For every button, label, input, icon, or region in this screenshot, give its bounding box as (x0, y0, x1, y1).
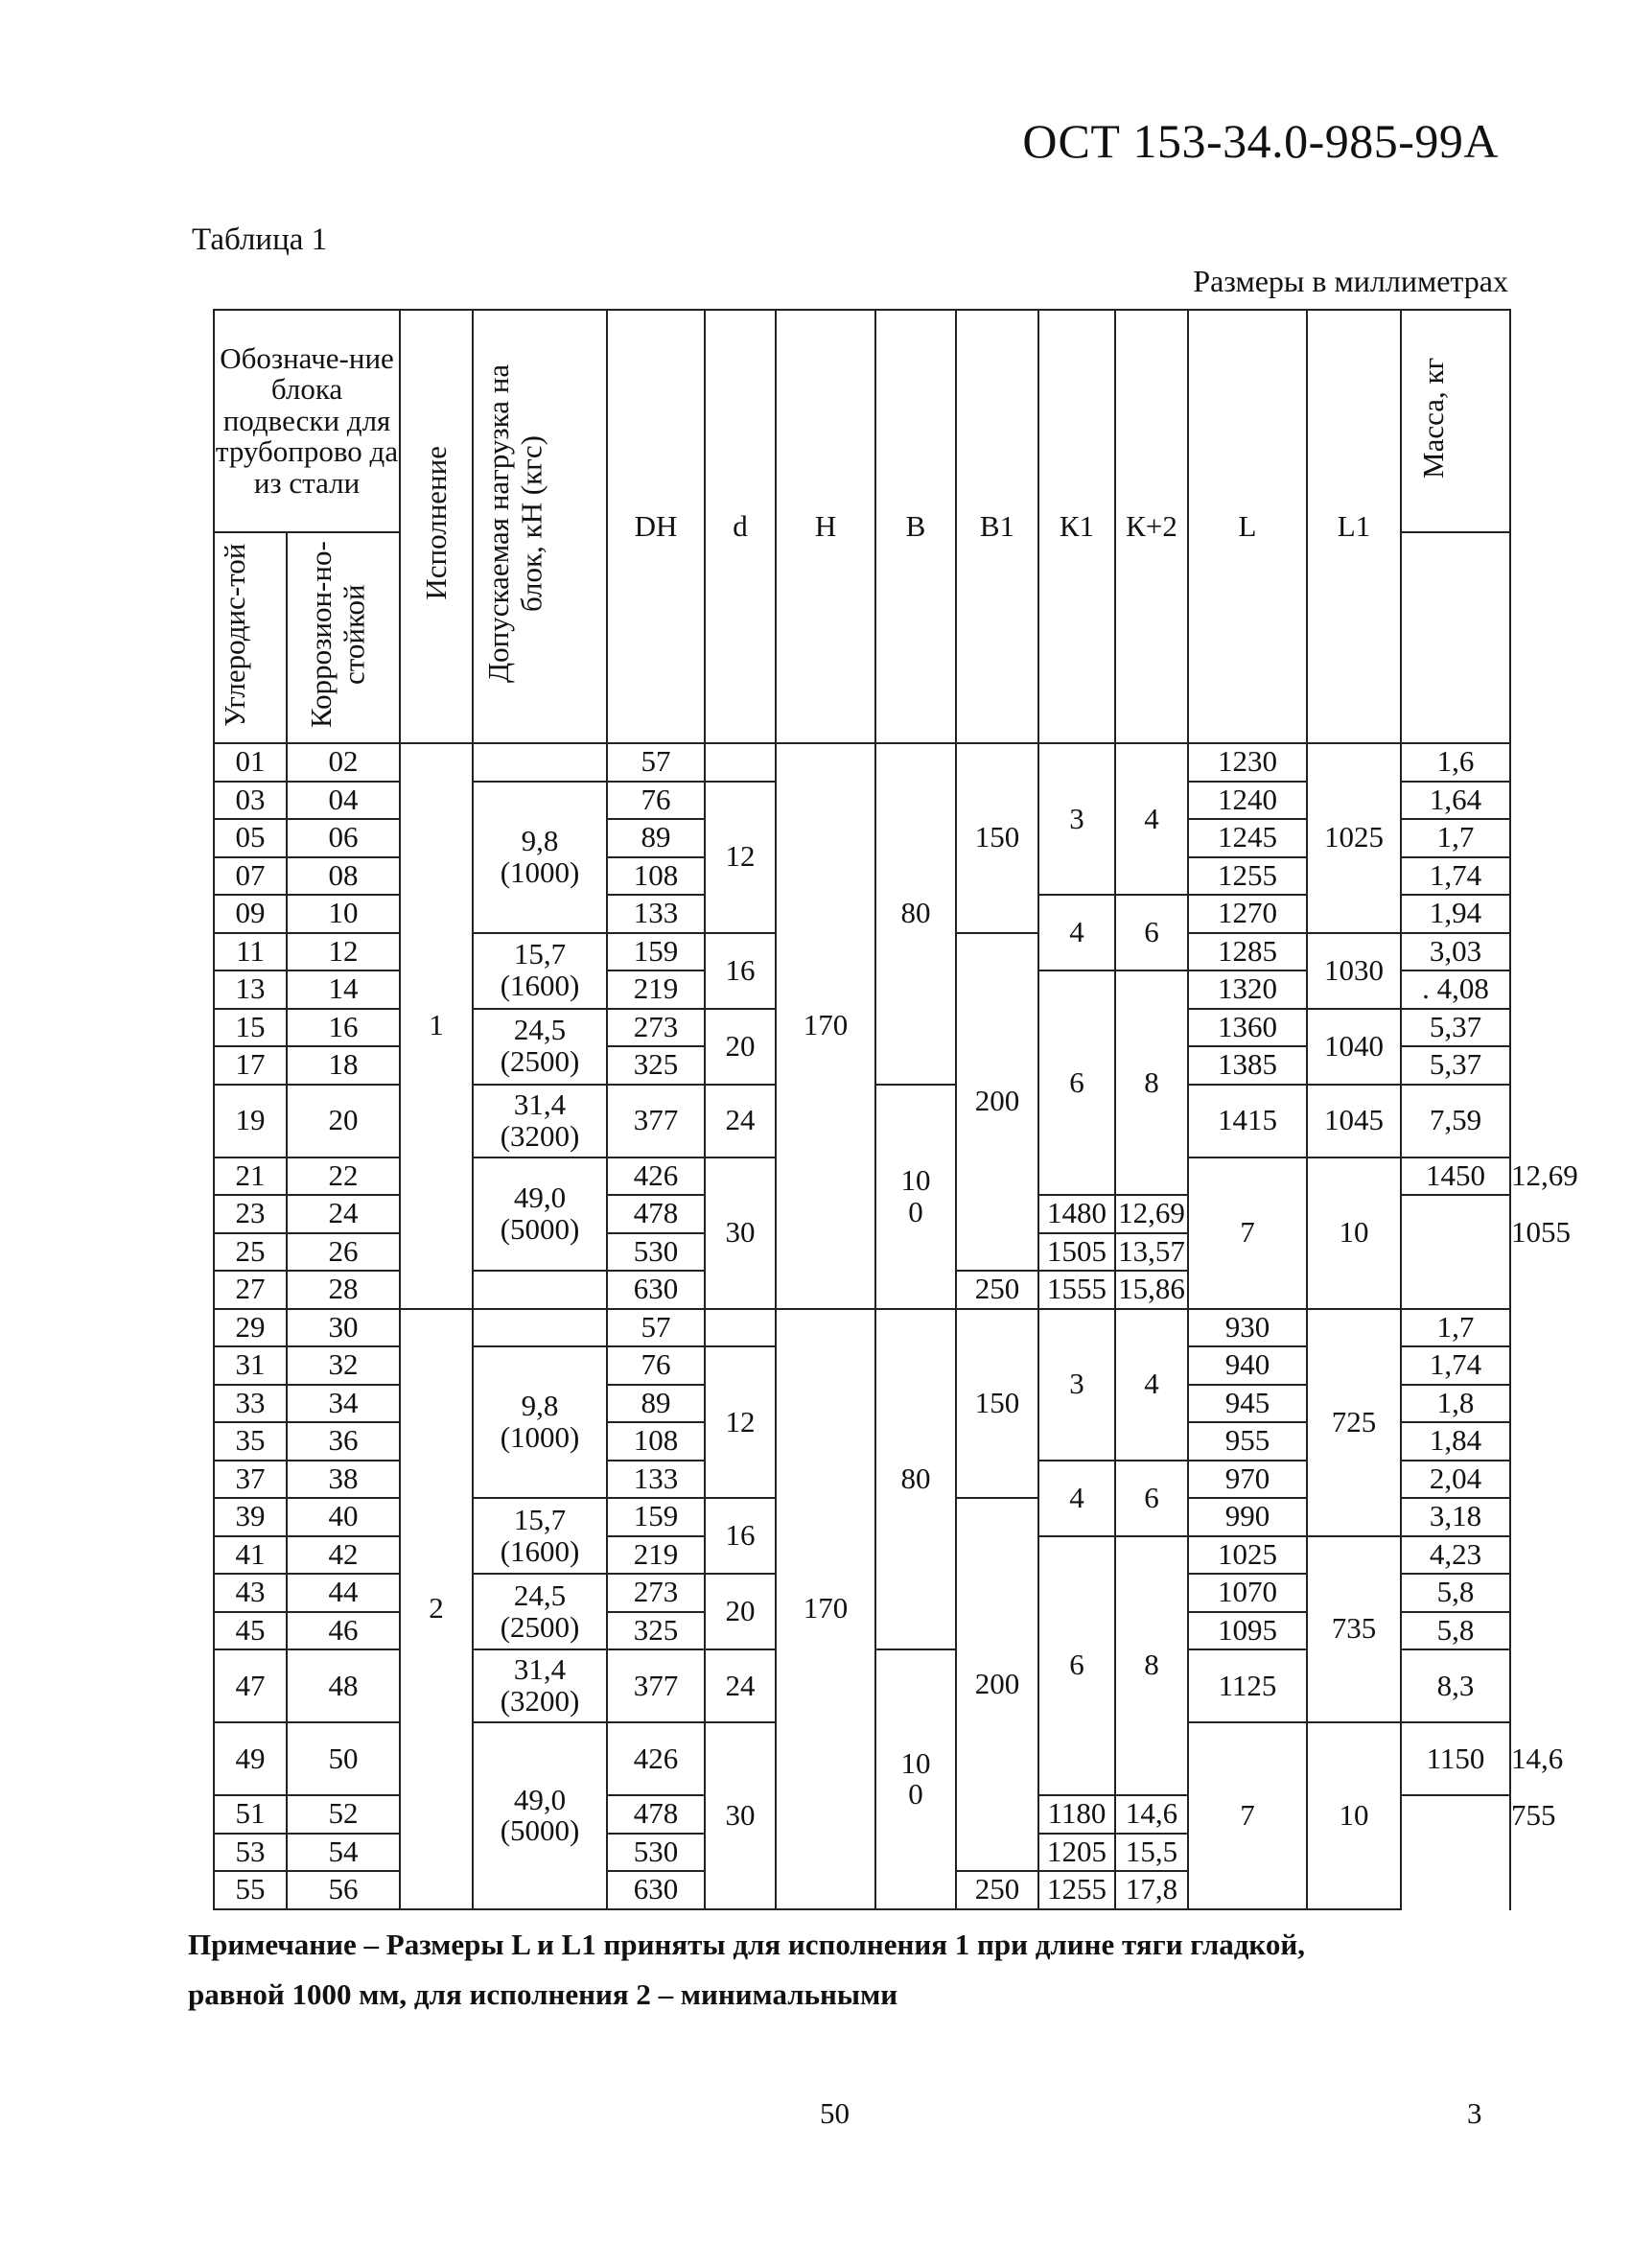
spec-table (213, 309, 1578, 1910)
table-cell: 26 (287, 1233, 400, 1272)
table-cell: 37 (214, 1461, 287, 1499)
table-cell: 273 (607, 1009, 705, 1047)
table-cell: 1,7 (1401, 819, 1510, 857)
cell-load-245: 24,5 (2500) (473, 1009, 607, 1085)
cell-d-24: 24 (705, 1085, 776, 1157)
cell-load-490: 49,0 (5000) (473, 1157, 607, 1272)
table-cell: 1180 (1038, 1795, 1115, 1834)
cell-k1-4: 4 (1038, 895, 1115, 970)
cell-load-empty (473, 743, 607, 782)
table-cell: 478 (607, 1195, 705, 1233)
table-cell: 1,64 (1401, 782, 1510, 820)
cell-d-16: 16 (705, 1498, 776, 1574)
header-designation: Обозначе-ние блока подвески для трубопрово да из стали (214, 310, 400, 532)
cell-b-80: 80 (875, 1309, 956, 1650)
cell-h-170: 170 (776, 743, 875, 1309)
table-cell: 36 (287, 1422, 400, 1461)
table-cell: 159 (607, 1498, 705, 1536)
table-cell: 1415 (1188, 1085, 1307, 1157)
table-cell: 89 (607, 819, 705, 857)
cell-load-98: 9,8 (1000) (473, 782, 607, 933)
page-number-center: 50 (820, 2096, 850, 2130)
table-cell: 40 (287, 1498, 400, 1536)
cell-b-100: 10 0 (875, 1085, 956, 1309)
table-cell: 10 (287, 895, 400, 933)
table-cell: 1025 (1188, 1536, 1307, 1575)
table-cell: 1095 (1188, 1612, 1307, 1650)
header-load: Допускаемая нагрузка на блок, кН (кгс) (473, 310, 607, 743)
table-cell: 57 (607, 1309, 705, 1347)
cell-k-8: 8 (1115, 970, 1188, 1195)
table-cell: 47 (214, 1649, 287, 1722)
table-cell: 15,5 (1115, 1834, 1188, 1872)
cell-load-314: 31,4 (3200) (473, 1649, 607, 1722)
table-cell: 1505 (1038, 1233, 1115, 1272)
cell-l1-735: 735 (1307, 1536, 1401, 1723)
table-cell: 17,8 (1115, 1871, 1188, 1909)
table-cell: 325 (607, 1612, 705, 1650)
table-cell: 5,37 (1401, 1009, 1510, 1047)
table-cell: 1125 (1188, 1649, 1307, 1722)
table-cell: 219 (607, 1536, 705, 1575)
table-cell: 1205 (1038, 1834, 1115, 1872)
cell-load-98: 9,8 (1000) (473, 1346, 607, 1498)
header-dn: DН (607, 310, 705, 743)
table-cell: 7,59 (1401, 1085, 1510, 1157)
table-cell: 56 (287, 1871, 400, 1909)
table-cell: 159 (607, 933, 705, 971)
table-cell: 108 (607, 857, 705, 896)
table-cell: 377 (607, 1085, 705, 1157)
table-cell: 46 (287, 1612, 400, 1650)
table-cell: 13,57 (1115, 1233, 1188, 1272)
table-cell: 76 (607, 1346, 705, 1385)
table-row: 49 50 49,0 (5000) 426 30 7 10 1150 755 14,6 (214, 1722, 1510, 1795)
cell-load-490: 49,0 (5000) (473, 1722, 607, 1909)
header-version: Исполнение (400, 310, 473, 743)
cell-l1-1025: 1025 (1307, 743, 1401, 933)
table-cell: 07 (214, 857, 287, 896)
table-cell: 55 (214, 1871, 287, 1909)
table-cell: 48 (287, 1649, 400, 1722)
cell-load-245: 24,5 (2500) (473, 1574, 607, 1649)
header-k: К+2 (1115, 310, 1188, 743)
header-mass: Масса, кг (1401, 310, 1510, 532)
cell-b1-200: 200 (956, 933, 1038, 1272)
table-cell: 5,8 (1401, 1574, 1510, 1612)
cell-l1-725: 725 (1307, 1309, 1401, 1536)
table-cell: 39 (214, 1498, 287, 1536)
table-cell: 630 (607, 1871, 705, 1909)
table-cell: 1320 (1188, 970, 1307, 1009)
table-cell: 27 (214, 1271, 287, 1309)
table-cell: 14 (287, 970, 400, 1009)
document-code: ОСТ 153-34.0-985-99А (1022, 114, 1499, 168)
table-cell: 42 (287, 1536, 400, 1575)
table-cell: 32 (287, 1346, 400, 1385)
cell-d-empty (705, 1309, 776, 1347)
header-l: L (1188, 310, 1307, 743)
table-cell: 133 (607, 895, 705, 933)
table-cell: 955 (1188, 1422, 1307, 1461)
table-cell: 24 (287, 1195, 400, 1233)
table-cell: 22 (287, 1157, 400, 1196)
table-cell: 1480 (1038, 1195, 1115, 1233)
note-line-1: Примечание – Размеры L и L1 приняты для исполнения 1 при длине тяги гладкой, (188, 1928, 1305, 1961)
cell-b1-250: 250 (956, 1271, 1038, 1309)
cell-carbon: 01 (214, 743, 287, 782)
units-note: Размеры в миллиметрах (1193, 264, 1508, 298)
table-cell: 08 (287, 857, 400, 896)
table-cell: 1360 (1188, 1009, 1307, 1047)
table-note (188, 1920, 1463, 2020)
table-cell: 31 (214, 1346, 287, 1385)
table-cell: 03 (214, 782, 287, 820)
table-cell: 06 (287, 819, 400, 857)
table-cell: 1,74 (1401, 857, 1510, 896)
cell-k1-6: 6 (1038, 1536, 1115, 1796)
cell-d-30: 30 (705, 1722, 776, 1909)
table-cell: 20 (287, 1085, 400, 1157)
table-cell: 3,18 (1401, 1498, 1510, 1536)
note-line-2: равной 1000 мм, для исполнения 2 – минимальными (188, 1977, 898, 2011)
table-cell: 1,7 (1401, 1309, 1510, 1347)
table-cell: 970 (1188, 1461, 1307, 1499)
table-cell: 325 (607, 1046, 705, 1085)
table-cell: 89 (607, 1385, 705, 1423)
table-cell: 2,04 (1401, 1461, 1510, 1499)
table-cell: 12 (287, 933, 400, 971)
table-cell: 76 (607, 782, 705, 820)
table-cell: 426 (607, 1157, 705, 1196)
table-cell: 1240 (1188, 782, 1307, 820)
table-cell: 1150 (1401, 1722, 1510, 1795)
table-cell: 17 (214, 1046, 287, 1085)
table-cell: 38 (287, 1461, 400, 1499)
cell-d-16: 16 (705, 933, 776, 1009)
table-cell: 53 (214, 1834, 287, 1872)
table-cell: 930 (1188, 1309, 1307, 1347)
table-cell: 1450 (1401, 1157, 1510, 1196)
table-cell: 45 (214, 1612, 287, 1650)
cell-version-1: 1 (400, 743, 473, 1309)
table-cell: 43 (214, 1574, 287, 1612)
cell-k1-4: 4 (1038, 1461, 1115, 1536)
header-l1: L1 (1307, 310, 1401, 743)
table-cell: 04 (287, 782, 400, 820)
table-cell: . 4,08 (1401, 970, 1510, 1009)
cell-k-6: 6 (1115, 895, 1188, 970)
table-cell: 30 (287, 1309, 400, 1347)
table-cell: 5,8 (1401, 1612, 1510, 1650)
table-cell: 1255 (1038, 1871, 1115, 1909)
cell-k-10: 10 (1307, 1157, 1401, 1309)
cell-k-10: 10 (1307, 1722, 1401, 1909)
cell-h-170: 170 (776, 1309, 875, 1909)
cell-d-30: 30 (705, 1157, 776, 1309)
table-cell: 21 (214, 1157, 287, 1196)
table-cell: 29 (214, 1309, 287, 1347)
table-cell: 1255 (1188, 857, 1307, 896)
cell-d-24: 24 (705, 1649, 776, 1722)
cell-load-empty (473, 1309, 607, 1347)
cell-version-2: 2 (400, 1309, 473, 1909)
table-cell: 25 (214, 1233, 287, 1272)
table-cell: 49 (214, 1722, 287, 1795)
cell-l1-1045: 1045 (1307, 1085, 1401, 1157)
table-cell: 478 (607, 1795, 705, 1834)
table-cell: 18 (287, 1046, 400, 1085)
table-cell: 630 (607, 1271, 705, 1309)
table-cell: 1,8 (1401, 1385, 1510, 1423)
cell-k1-6: 6 (1038, 970, 1115, 1195)
table-cell: 990 (1188, 1498, 1307, 1536)
table-cell: 1555 (1038, 1271, 1115, 1309)
table-cell: 219 (607, 970, 705, 1009)
table-cell: 15,86 (1115, 1271, 1188, 1309)
table-cell: 1270 (1188, 895, 1307, 933)
cell-dn: 57 (607, 743, 705, 782)
table-cell: 28 (287, 1271, 400, 1309)
table-cell: 15 (214, 1009, 287, 1047)
header-k1: К1 (1038, 310, 1115, 743)
cell-k1-3: 3 (1038, 743, 1115, 895)
cell-b-80: 80 (875, 743, 956, 1085)
table-cell: 51 (214, 1795, 287, 1834)
table-cell: 530 (607, 1834, 705, 1872)
table-cell: 50 (287, 1722, 400, 1795)
cell-load-157: 15,7 (1600) (473, 933, 607, 1009)
header-b1: В1 (956, 310, 1038, 743)
table-cell: 19 (214, 1085, 287, 1157)
table-cell: 23 (214, 1195, 287, 1233)
table-cell: 33 (214, 1385, 287, 1423)
cell-b1-150: 150 (956, 1309, 1038, 1499)
table-cell: 09 (214, 895, 287, 933)
header-h: Н (776, 310, 875, 743)
table-cell: 1285 (1188, 933, 1307, 971)
table-cell: 16 (287, 1009, 400, 1047)
cell-mass: 1,6 (1401, 743, 1510, 782)
cell-load-empty (473, 1271, 607, 1309)
cell-k1-7: 7 (1188, 1157, 1307, 1309)
table-cell: 530 (607, 1233, 705, 1272)
table-row (214, 1309, 1510, 1347)
header-b: В (875, 310, 956, 743)
table-cell: 426 (607, 1722, 705, 1795)
table-cell: 1385 (1188, 1046, 1307, 1085)
table-cell: 52 (287, 1795, 400, 1834)
table-cell: 3,03 (1401, 933, 1510, 971)
cell-b1-150: 150 (956, 743, 1038, 933)
cell-d-empty (705, 743, 776, 782)
table-cell: 1,74 (1401, 1346, 1510, 1385)
cell-k1-7: 7 (1188, 1722, 1307, 1909)
header-carbon-steel: Углеродис-той (214, 532, 287, 743)
cell-l1-1040: 1040 (1307, 1009, 1401, 1085)
cell-l: 1230 (1188, 743, 1307, 782)
table-cell: 1070 (1188, 1574, 1307, 1612)
table-cell: 5,37 (1401, 1046, 1510, 1085)
table-cell: 35 (214, 1422, 287, 1461)
cell-b1-200: 200 (956, 1498, 1038, 1871)
table-cell: 05 (214, 819, 287, 857)
cell-d-12: 12 (705, 1346, 776, 1498)
table-cell: 44 (287, 1574, 400, 1612)
cell-d-12: 12 (705, 782, 776, 933)
cell-k-4: 4 (1115, 743, 1188, 895)
header-mass-empty (1401, 532, 1510, 743)
cell-k-6: 6 (1115, 1461, 1188, 1536)
cell-stainless: 02 (287, 743, 400, 782)
table-caption: Таблица 1 (192, 222, 328, 257)
header-stainless-steel: Коррозион-но-стойкой (287, 532, 400, 743)
cell-k1-3: 3 (1038, 1309, 1115, 1461)
table-cell: 133 (607, 1461, 705, 1499)
cell-d-20: 20 (705, 1574, 776, 1649)
table-cell: 8,3 (1401, 1649, 1510, 1722)
table-cell: 12,69 (1115, 1195, 1188, 1233)
cell-d-20: 20 (705, 1009, 776, 1085)
table-row: 21 22 49,0 (5000) 426 30 7 10 1450 1055 12,69 (214, 1157, 1510, 1196)
table-cell: 34 (287, 1385, 400, 1423)
table-cell: 1,94 (1401, 895, 1510, 933)
table-cell: 41 (214, 1536, 287, 1575)
table-cell: 13 (214, 970, 287, 1009)
table-cell: 1245 (1188, 819, 1307, 857)
page-number-right: 3 (1467, 2096, 1482, 2130)
cell-load-157: 15,7 (1600) (473, 1498, 607, 1574)
table-cell: 377 (607, 1649, 705, 1722)
table-cell: 273 (607, 1574, 705, 1612)
cell-b1-250: 250 (956, 1871, 1038, 1909)
cell-load-314: 31,4 (3200) (473, 1085, 607, 1157)
cell-l1-1030: 1030 (1307, 933, 1401, 1009)
cell-k-8: 8 (1115, 1536, 1188, 1796)
cell-b-100: 10 0 (875, 1649, 956, 1909)
table-cell: 14,6 (1115, 1795, 1188, 1834)
header-d: d (705, 310, 776, 743)
table-cell: 54 (287, 1834, 400, 1872)
table-cell: 108 (607, 1422, 705, 1461)
table-cell: 945 (1188, 1385, 1307, 1423)
table-cell: 11 (214, 933, 287, 971)
table-row (214, 743, 1510, 782)
table-cell: 1,84 (1401, 1422, 1510, 1461)
table-cell: 4,23 (1401, 1536, 1510, 1575)
cell-k-4: 4 (1115, 1309, 1188, 1461)
table-cell: 940 (1188, 1346, 1307, 1385)
